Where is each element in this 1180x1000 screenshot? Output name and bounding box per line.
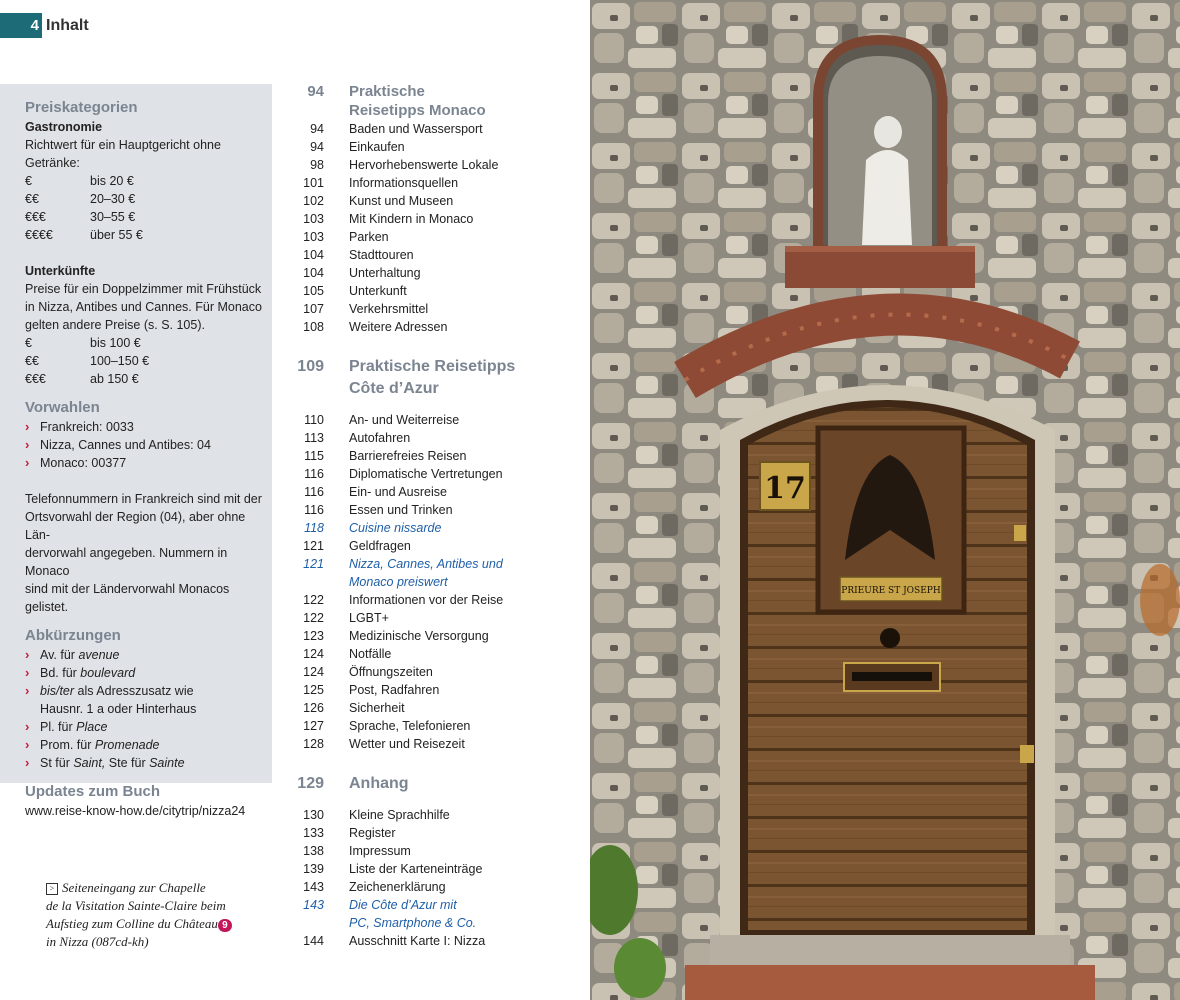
chevron-right-icon: › [25,737,30,752]
price-row: €€€ ab 150 € [25,372,139,386]
toc-entry-title: Kleine Sprachhilfe [349,808,450,822]
toc-entry[interactable] [290,228,585,246]
toc-page-number: 103 [303,230,324,244]
page-number: 4 [0,13,42,38]
toc-page-number: 105 [303,284,324,298]
toc-anhang-list [290,806,585,950]
toc-entry[interactable] [290,699,585,717]
toc-entry[interactable] [290,573,585,591]
toc-page-number: 102 [303,194,324,208]
price-row: € bis 100 € [25,336,141,350]
toc-monaco-list [290,120,585,336]
price-row: €€ 100–150 € [25,354,150,368]
toc-page-number: 94 [310,122,324,136]
toc-entry-title: Wetter und Reisezeit [349,737,465,751]
toc-entry-title: Ein- und Ausreise [349,485,447,499]
gastro-note: Richtwert für ein Hauptgericht ohne Getränke: [25,138,221,170]
toc-entry-title: Hervorhebenswerte Lokale [349,158,499,172]
toc-entry[interactable] [290,174,585,192]
toc-section-heading[interactable]: 129 Anhang [297,775,409,792]
toc-entry-title: LGBT+ [349,611,389,625]
toc-entry[interactable] [290,246,585,264]
updates-link[interactable]: www.reise-know-how.de/citytrip/nizza24 [25,804,246,818]
toc-entry-title: Informationen vor der Reise [349,593,504,607]
toc-entry[interactable] [290,555,585,573]
toc-entry-title: Diplomatische Vertretungen [349,467,503,481]
toc-entry-title: Verkehrsmittel [349,302,429,316]
toc-page-number: 125 [303,683,324,697]
house-number: 17 [764,471,806,506]
toc-page-number: 110 [304,413,324,427]
info-box [0,84,272,818]
toc-entry-title: Barrierefreies Reisen [349,449,467,463]
toc-entry-title: Impressum [349,844,411,858]
toc-entry-title: Weitere Adressen [349,320,448,334]
dial-note: Telefonnummern in Frankreich sind mit der Ortsvorwahl der Region (04), aber ohne Län- dervorwahl angegeben. Nummern in Monaco sind mit der Ländervorwahl Monacos gelistet. [25,492,262,614]
toc-entry[interactable] [290,824,585,842]
toc-entry-title: PC, Smartphone & Co. [349,916,477,930]
toc-page-number: 124 [303,665,324,679]
toc-entry-title: Informationsquellen [349,176,459,190]
toc-page-number: 118 [304,521,324,535]
toc-page-number [290,914,324,932]
chevron-right-icon: › [25,455,30,470]
abbr-item: › St für Saint, Ste für Sainte [25,755,185,770]
toc-page-number: 123 [303,629,324,643]
photo-caption: > Seiteneingang zur Chapelle de la Visitation Sainte-Claire beim Aufstieg zum Colline du Château 9 in Nizza (087cd-kh) [46,879,276,951]
toc-page-number: 116 [304,467,324,481]
toc-entry[interactable] [290,318,585,336]
caption-arrow-icon: > [46,883,58,895]
toc-entry[interactable] [290,429,585,447]
abbr-item: › Pl. für Place [25,719,108,734]
toc-entry[interactable] [290,156,585,174]
toc-page-number: 116 [304,503,324,517]
toc-entry-title: Zeichenerklärung [349,880,446,894]
toc-entry[interactable] [290,519,585,537]
toc-entry-title: Nizza, Cannes, Antibes und [349,557,503,571]
toc-page-number: 133 [303,826,324,840]
toc-page-number: 139 [303,862,324,876]
door-plaque: PRIEURE ST JOSEPH [841,586,941,596]
toc-page-number [290,573,324,591]
toc-entry-title: Notfälle [349,647,392,661]
dial-heading: Vorwahlen [25,399,100,416]
dial-item: › Frankreich: 0033 [25,419,134,434]
gastro-label: Gastronomie [25,120,103,134]
toc-page-number: 113 [304,431,324,445]
price-row: €€€ 30–55 € [25,210,136,224]
price-row: € bis 20 € [25,174,134,188]
toc-page-number: 104 [303,266,324,280]
chevron-right-icon: › [25,437,30,452]
toc-section-heading[interactable]: 94 Praktische Reisetipps Monaco [307,83,486,119]
toc-entry-title: Einkaufen [349,140,405,154]
chevron-right-icon: › [25,419,30,434]
toc-entry[interactable] [290,806,585,824]
updates-heading: Updates zum Buch [25,783,161,800]
toc-entry[interactable] [290,663,585,681]
chevron-right-icon: › [25,683,30,698]
toc-entry-title: Post, Radfahren [349,683,440,697]
map-marker-badge: 9 [218,919,232,932]
toc-page-number: 107 [303,302,324,316]
toc-page-number: 128 [303,737,324,751]
toc-page-number: 104 [303,248,324,262]
toc-page-number: 115 [304,449,324,463]
toc-page-number: 121 [303,539,324,553]
toc-entry[interactable] [290,609,585,627]
toc-entry-title: Mit Kindern in Monaco [349,212,474,226]
chevron-right-icon: › [25,719,30,734]
chevron-right-icon: › [25,647,30,662]
toc-entry-title: Unterkunft [349,284,407,298]
toc-entry[interactable] [290,735,585,753]
toc-page-number: 138 [303,844,324,858]
toc-entry-title: Medizinische Versorgung [349,629,489,643]
chevron-right-icon: › [25,665,30,680]
toc-entry-title: Geldfragen [349,539,411,553]
toc-page-number: 144 [303,934,324,948]
toc-entry-title: Parken [349,230,389,244]
price-row: €€€€ über 55 € [25,228,143,242]
toc-page-number: 98 [310,158,324,172]
lodging-note: Preise für ein Doppelzimmer mit Frühstück in Nizza, Antibes und Cannes. Für Monaco gelten andere Preise (s. S. 105). [25,282,262,332]
toc-page-number: 126 [303,701,324,715]
gastro-price-table [25,172,265,244]
toc-entry[interactable] [290,878,585,896]
toc-entry[interactable] [290,896,585,914]
toc-entry[interactable] [290,210,585,228]
toc-page-number: 108 [303,320,324,334]
toc-page-number: 121 [303,557,324,571]
toc-entry-title: Monaco preiswert [349,575,448,589]
toc-page-number: 143 [303,880,324,894]
door-photo [590,0,1180,1000]
toc-page-number: 143 [303,898,324,912]
toc-entry[interactable] [290,645,585,663]
table-of-contents [290,82,585,950]
toc-entry-title: Autofahren [349,431,411,445]
lodging-label: Unterkünfte [25,264,96,278]
toc-page-number: 122 [303,611,324,625]
toc-page-number: 94 [310,140,324,154]
toc-entry[interactable] [290,192,585,210]
toc-entry[interactable] [290,591,585,609]
toc-page-number: 116 [304,485,324,499]
lodging-price-table [25,334,265,388]
toc-section-heading[interactable]: 109 Praktische Reisetipps Côte d’Azur [297,358,516,397]
toc-entry[interactable] [290,627,585,645]
price-row: €€ 20–30 € [25,192,136,206]
dial-item: › Monaco: 00377 [25,455,127,470]
toc-entry-title: An- und Weiterreise [349,413,460,427]
toc-entry[interactable] [290,483,585,501]
abbr-item: › bis/ter als Adresszusatz wie Hausnr. 1 a oder Hinterhaus [25,683,197,716]
toc-entry-title: Sprache, Telefonieren [349,719,471,733]
toc-entry[interactable] [290,717,585,735]
abbr-item: › Bd. für boulevard [25,665,136,680]
toc-entry[interactable] [290,932,585,950]
toc-entry[interactable] [290,501,585,519]
toc-entry[interactable] [290,914,585,932]
toc-entry-title: Liste der Karteneinträge [349,862,483,876]
toc-entry-title: Öffnungszeiten [349,665,433,679]
toc-entry[interactable] [290,842,585,860]
toc-entry[interactable] [290,411,585,429]
door-illustration [590,0,1180,1000]
toc-entry-title: Register [349,826,396,840]
abbr-item: › Av. für avenue [25,647,120,662]
chevron-right-icon: › [25,755,30,770]
toc-page-number: 103 [303,212,324,226]
toc-entry-title: Die Côte d’Azur mit [349,898,457,912]
toc-entry[interactable] [290,300,585,318]
toc-page-number: 130 [303,808,324,822]
toc-entry-title: Cuisine nissarde [349,521,442,535]
toc-cote-list [290,411,585,753]
abbr-item: › Prom. für Promenade [25,737,160,752]
prices-heading: Preiskategorien [25,99,138,116]
toc-entry-title: Baden und Wassersport [349,122,483,136]
toc-page-number: 122 [303,593,324,607]
toc-entry-title: Sicherheit [349,701,405,715]
toc-entry-title: Stadttouren [349,248,414,262]
toc-entry-title: Kunst und Museen [349,194,454,208]
toc-page-number: 101 [303,176,324,190]
toc-entry-title: Essen und Trinken [349,503,453,517]
toc-entry[interactable] [290,120,585,138]
toc-entry[interactable] [290,537,585,555]
toc-entry[interactable] [290,447,585,465]
toc-page-number: 124 [303,647,324,661]
dial-item: › Nizza, Cannes und Antibes: 04 [25,437,211,452]
toc-entry[interactable] [290,465,585,483]
toc-entry-title: Ausschnitt Karte I: Nizza [349,934,486,948]
abbr-heading: Abkürzungen [25,627,121,644]
toc-entry[interactable] [290,860,585,878]
toc-page-number: 127 [303,719,324,733]
page-title: Inhalt [46,17,89,34]
toc-entry[interactable] [290,681,585,699]
toc-entry[interactable] [290,264,585,282]
toc-entry[interactable] [290,138,585,156]
toc-entry-title: Unterhaltung [349,266,421,280]
toc-entry[interactable] [290,282,585,300]
